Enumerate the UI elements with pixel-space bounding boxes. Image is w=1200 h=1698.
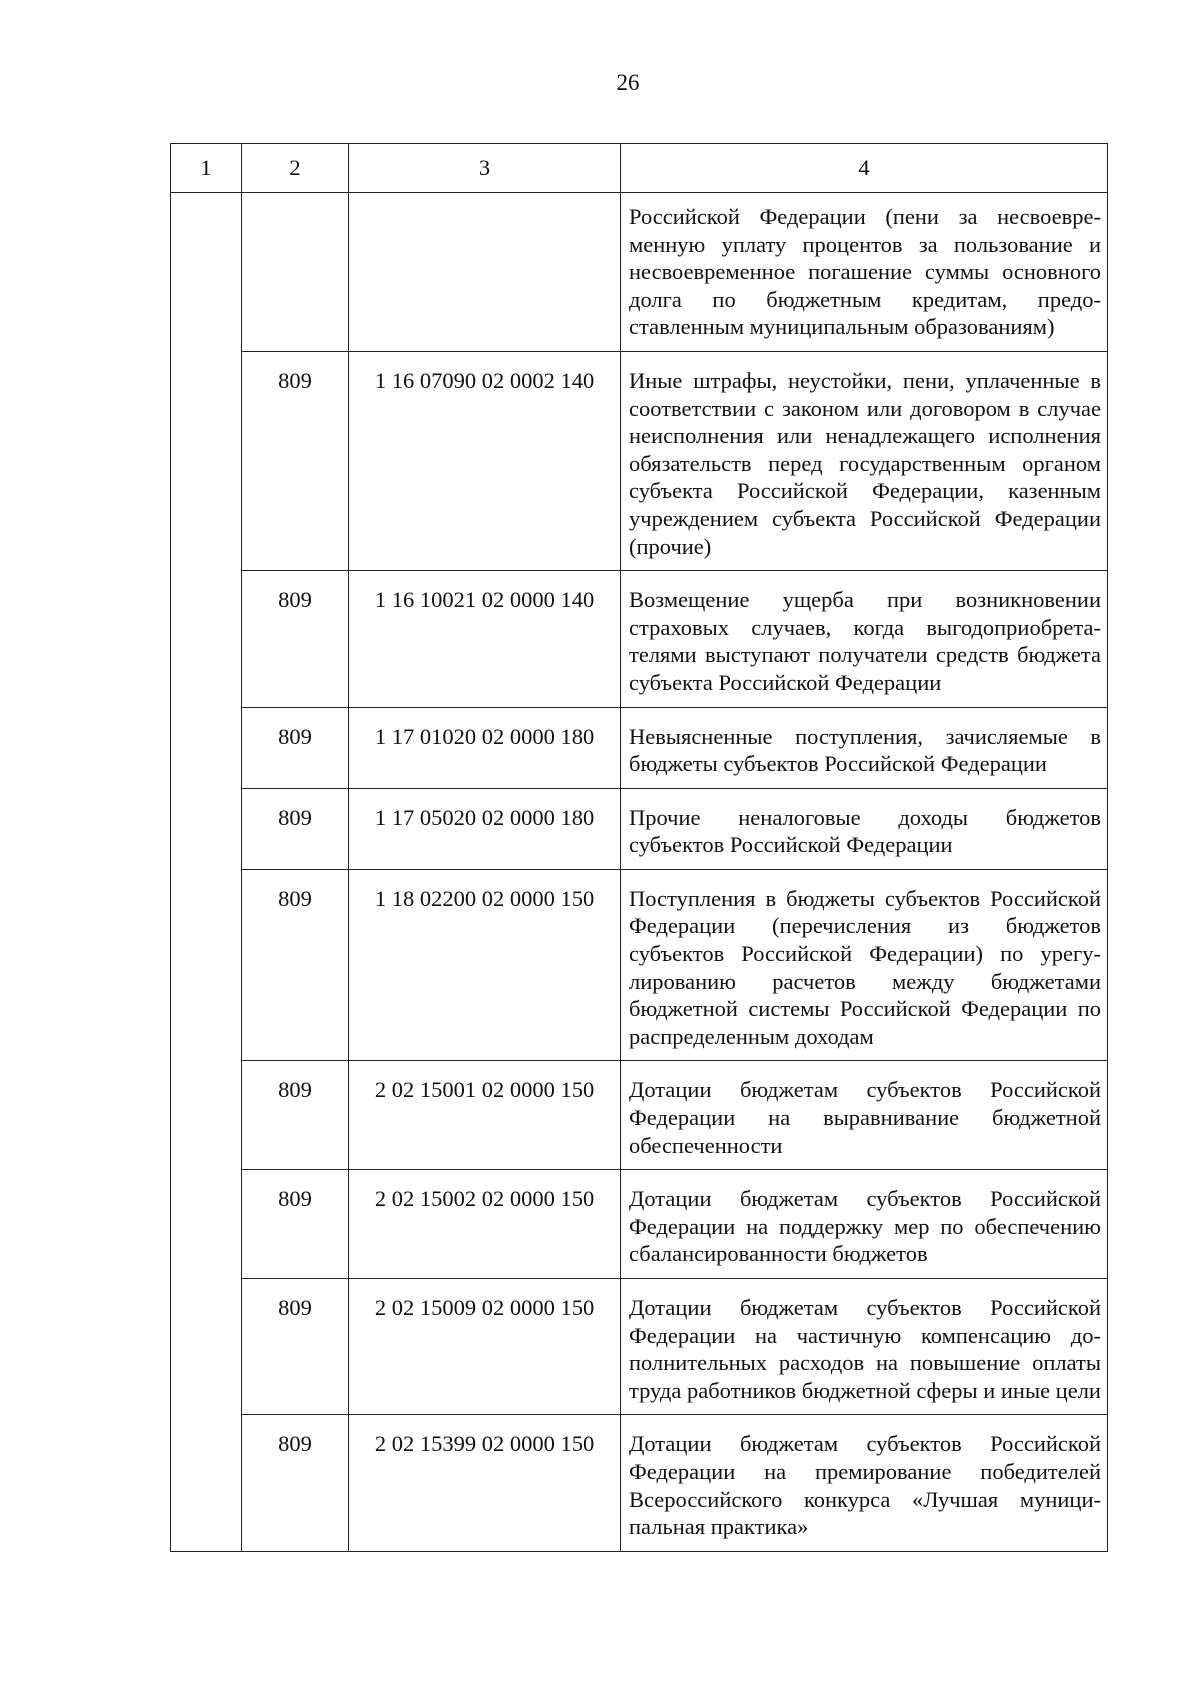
table-row [171,1279,1108,1415]
revenue-code-cell: 2 02 15002 02 0000 150 [349,1170,621,1279]
administrator-code-cell: 809 [242,1170,349,1279]
revenue-description-cell: Невыясненные поступления, зачисляемые в бюджеты субъектов Российской Федерации [621,707,1108,788]
revenue-description-cell: Дотации бюджетам субъектов Российской Федерации на премирование победителей Всероссийского конкурса «Лучшая муниципальная практика» [621,1415,1108,1551]
administrator-code-cell: 809 [242,788,349,869]
administrator-code-cell: 809 [242,1061,349,1170]
administrator-code-cell: 809 [242,869,349,1061]
header-col-1: 1 [171,144,242,193]
revenue-code-cell [349,193,621,352]
revenue-description-cell: Дотации бюджетам субъектов Российской Федерации на частичную компенсацию дополнительных расходов на повышение оплаты труда работников бюджетной сферы и иные цели [621,1279,1108,1415]
header-row [171,144,1108,193]
table-row [171,1061,1108,1170]
table-row [171,788,1108,869]
table-row [171,193,1108,352]
table-row [171,351,1108,570]
administrator-code-cell: 809 [242,1415,349,1551]
empty-column-1-cell [171,193,242,1552]
revenue-code-cell: 2 02 15001 02 0000 150 [349,1061,621,1170]
revenue-code-cell: 1 17 05020 02 0000 180 [349,788,621,869]
table-row [171,869,1108,1061]
table-row [171,1170,1108,1279]
revenue-description-cell: Дотации бюджетам субъектов Российской Федерации на выравнивание бюджетной обеспеченности [621,1061,1108,1170]
revenue-description-cell: Российской Федерации (пени за несвоевременную уплату процентов за пользование и несвоевременное погашение суммы основного долга по бюджетным кредитам, предоставленным муниципальным образованиям) [621,193,1108,352]
table-row [171,571,1108,707]
revenue-code-cell: 1 16 07090 02 0002 140 [349,351,621,570]
revenue-description-cell: Иные штрафы, неустойки, пени, уплаченные в соответствии с законом или договором в случае неисполнения или ненадлежащего исполнения обязательств перед государственным органом субъекта Российской Федерации, казенным учреждением субъекта Российской Федерации (прочие) [621,351,1108,570]
revenue-description-cell: Дотации бюджетам субъектов Российской Федерации на поддержку мер по обеспечению сбалансированности бюджетов [621,1170,1108,1279]
administrator-code-cell: 809 [242,351,349,570]
administrator-code-cell [242,193,349,352]
revenue-code-cell: 2 02 15009 02 0000 150 [349,1279,621,1415]
revenue-code-cell: 1 17 01020 02 0000 180 [349,707,621,788]
header-col-4: 4 [621,144,1108,193]
page-number: 26 [616,70,640,95]
revenue-description-cell: Возмещение ущерба при возникновении страховых случаев, когда выгодоприобретателями выступают получатели средств бюджета субъекта Российской Федерации [621,571,1108,707]
revenue-code-cell: 2 02 15399 02 0000 150 [349,1415,621,1551]
table-row [171,1415,1108,1551]
revenue-code-table [170,143,1108,1552]
header-col-2: 2 [242,144,349,193]
table-row [171,707,1108,788]
revenue-code-cell: 1 16 10021 02 0000 140 [349,571,621,707]
revenue-code-cell: 1 18 02200 02 0000 150 [349,869,621,1061]
administrator-code-cell: 809 [242,1279,349,1415]
administrator-code-cell: 809 [242,571,349,707]
header-col-3: 3 [349,144,621,193]
revenue-description-cell: Прочие неналоговые доходы бюджетов субъектов Российской Федерации [621,788,1108,869]
revenue-description-cell: Поступления в бюджеты субъектов Российской Федерации (перечисления из бюджетов субъектов Российской Федерации) по урегулированию расчетов между бюджетами бюджетной системы Российской Федерации по распределенным доходам [621,869,1108,1061]
administrator-code-cell: 809 [242,707,349,788]
